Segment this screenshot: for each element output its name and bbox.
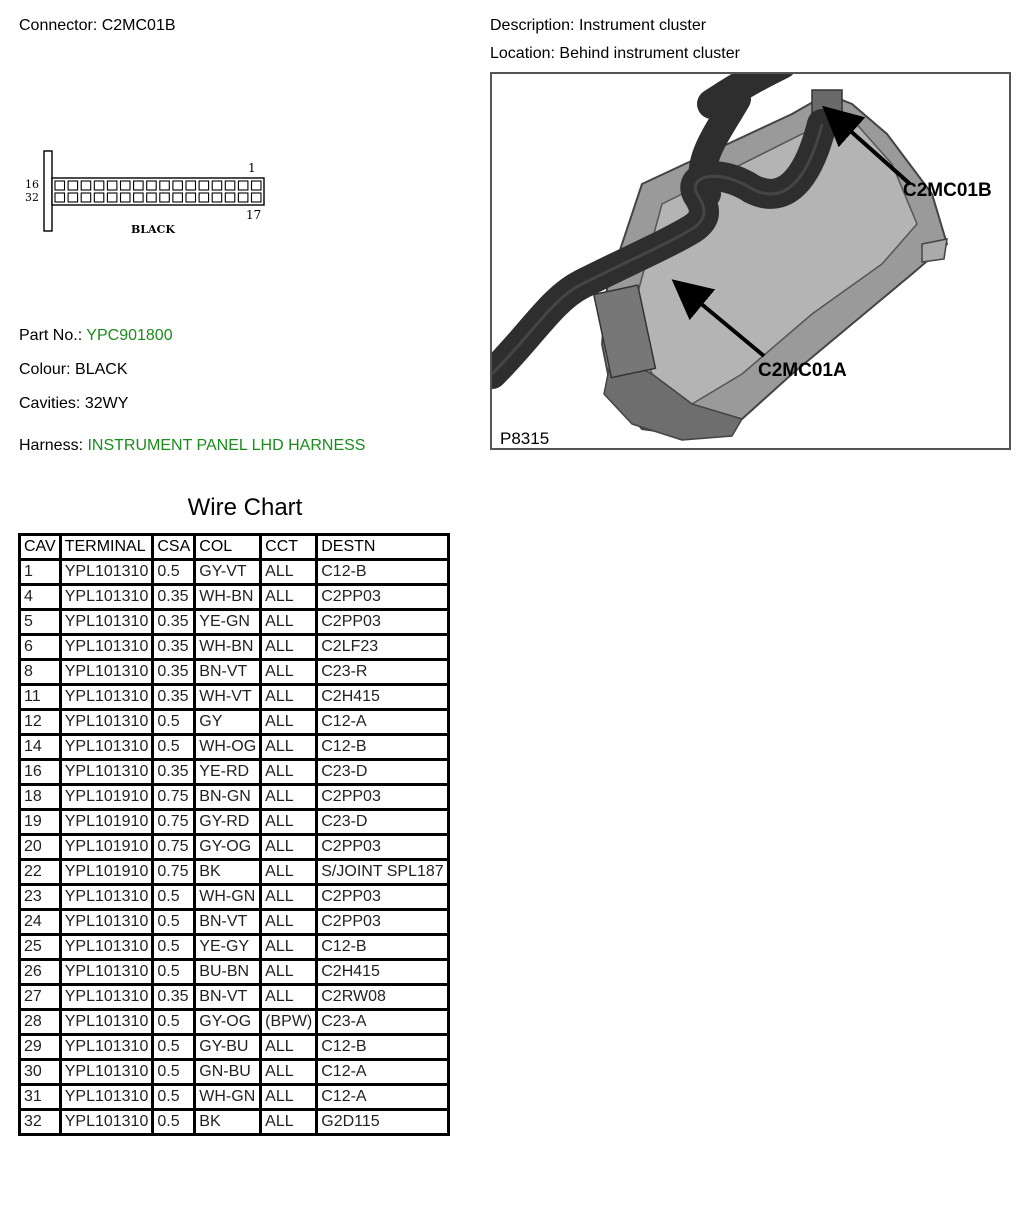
cell-terminal: YPL101310: [60, 635, 153, 660]
cell-destn: C12-B: [317, 935, 448, 960]
pin-cavity: [68, 181, 78, 190]
cell-cav: 30: [20, 1060, 61, 1085]
diagram-color-label: BLACK: [131, 223, 175, 236]
cell-destn: C23-D: [317, 760, 448, 785]
table-row: [20, 610, 449, 635]
pin-cavity: [134, 193, 144, 202]
cell-destn: C2LF23: [317, 635, 448, 660]
cell-cct: ALL: [261, 1110, 317, 1135]
pin-cavity: [134, 181, 144, 190]
connector-face-diagram: [22, 148, 272, 248]
cell-cav: 24: [20, 910, 61, 935]
pin-cavity: [94, 193, 104, 202]
cell-destn: C23-A: [317, 1010, 448, 1035]
cell-terminal: YPL101910: [60, 785, 153, 810]
colour-line: [19, 361, 128, 379]
cell-terminal: YPL101310: [60, 685, 153, 710]
cell-csa: 0.5: [153, 735, 195, 760]
cell-terminal: YPL101310: [60, 760, 153, 785]
pin-cavity: [81, 181, 91, 190]
cell-cav: 14: [20, 735, 61, 760]
cell-cav: 22: [20, 860, 61, 885]
cell-destn: C12-A: [317, 710, 448, 735]
cavities-value: 32WY: [84, 395, 129, 412]
cell-col: YE-RD: [195, 760, 261, 785]
table-row: [20, 1060, 449, 1085]
pin-cavity: [173, 181, 183, 190]
table-row: [20, 660, 449, 685]
cell-cct: ALL: [261, 1085, 317, 1110]
pin-cavity: [238, 181, 248, 190]
connector-value: C2MC01B: [101, 17, 176, 34]
cell-cav: 11: [20, 685, 61, 710]
connector-label: Connector:: [19, 17, 98, 34]
cell-csa: 0.35: [153, 660, 195, 685]
harness-line: [19, 437, 365, 455]
cell-col: WH-OG: [195, 735, 261, 760]
cell-csa: 0.5: [153, 710, 195, 735]
cell-cct: ALL: [261, 735, 317, 760]
cell-terminal: YPL101310: [60, 710, 153, 735]
cell-terminal: YPL101310: [60, 935, 153, 960]
cell-cct: ALL: [261, 685, 317, 710]
cell-csa: 0.5: [153, 935, 195, 960]
cell-cct: ALL: [261, 1035, 317, 1060]
connector-diagram-svg: [22, 148, 272, 243]
cell-cav: 1: [20, 560, 61, 585]
cell-col: GY-OG: [195, 1010, 261, 1035]
pin-cavity: [186, 181, 196, 190]
part-no-label: Part No.:: [19, 327, 83, 344]
cell-col: YE-GN: [195, 610, 261, 635]
cell-col: GY-VT: [195, 560, 261, 585]
cell-cct: ALL: [261, 760, 317, 785]
cell-destn: C2PP03: [317, 835, 448, 860]
cell-terminal: YPL101910: [60, 860, 153, 885]
part-no-line: [19, 327, 173, 345]
cell-terminal: YPL101310: [60, 910, 153, 935]
cell-cav: 12: [20, 710, 61, 735]
colour-label: Colour:: [19, 361, 71, 378]
cell-cav: 6: [20, 635, 61, 660]
cell-col: WH-VT: [195, 685, 261, 710]
cell-cav: 32: [20, 1110, 61, 1135]
table-row: [20, 985, 449, 1010]
cell-terminal: YPL101310: [60, 1060, 153, 1085]
cell-cav: 23: [20, 885, 61, 910]
cell-terminal: YPL101310: [60, 1110, 153, 1135]
column-header-cct: CCT: [261, 535, 317, 560]
column-header-csa: CSA: [153, 535, 195, 560]
cell-cct: ALL: [261, 835, 317, 860]
photo-caption: P8315: [500, 429, 550, 448]
cell-cct: ALL: [261, 910, 317, 935]
cell-col: BU-BN: [195, 960, 261, 985]
cell-csa: 0.35: [153, 685, 195, 710]
wire-chart-table: [18, 533, 450, 1136]
table-row: [20, 960, 449, 985]
cell-terminal: YPL101310: [60, 1085, 153, 1110]
cell-col: WH-BN: [195, 585, 261, 610]
cell-col: GY-OG: [195, 835, 261, 860]
cell-col: BK: [195, 860, 261, 885]
cell-cct: ALL: [261, 560, 317, 585]
cell-terminal: YPL101310: [60, 735, 153, 760]
wire-chart-header-row: [20, 535, 449, 560]
cell-terminal: YPL101310: [60, 660, 153, 685]
part-no-value: YPC901800: [86, 327, 173, 344]
cell-cav: 5: [20, 610, 61, 635]
colour-value: BLACK: [75, 361, 128, 378]
pin-cavity: [252, 181, 262, 190]
cell-csa: 0.35: [153, 760, 195, 785]
cell-csa: 0.5: [153, 1110, 195, 1135]
cell-destn: C23-R: [317, 660, 448, 685]
pin-cavity: [199, 193, 209, 202]
cell-terminal: YPL101910: [60, 810, 153, 835]
cell-col: WH-BN: [195, 635, 261, 660]
pin-cavity: [173, 193, 183, 202]
cell-cct: ALL: [261, 610, 317, 635]
column-header-col: COL: [195, 535, 261, 560]
cell-col: GN-BU: [195, 1060, 261, 1085]
cell-cct: ALL: [261, 810, 317, 835]
cell-cct: ALL: [261, 785, 317, 810]
pin-label-16: 16: [25, 178, 39, 191]
pin-cavity: [199, 181, 209, 190]
cell-cct: ALL: [261, 710, 317, 735]
cell-destn: G2D115: [317, 1110, 448, 1135]
cell-destn: C2RW08: [317, 985, 448, 1010]
cell-cct: ALL: [261, 985, 317, 1010]
cell-csa: 0.5: [153, 1035, 195, 1060]
pin-cavity: [68, 193, 78, 202]
cell-cav: 4: [20, 585, 61, 610]
table-row: [20, 885, 449, 910]
table-row: [20, 710, 449, 735]
pin-cavity: [121, 193, 131, 202]
column-header-cav: CAV: [20, 535, 61, 560]
cell-destn: C2H415: [317, 685, 448, 710]
table-row: [20, 785, 449, 810]
cell-csa: 0.35: [153, 585, 195, 610]
cell-terminal: YPL101310: [60, 885, 153, 910]
cell-destn: C23-D: [317, 810, 448, 835]
cell-cav: 8: [20, 660, 61, 685]
cell-col: WH-GN: [195, 1085, 261, 1110]
pin-cavity: [252, 193, 262, 202]
pin-cavity: [225, 181, 235, 190]
cell-cav: 18: [20, 785, 61, 810]
cell-cct: ALL: [261, 935, 317, 960]
cell-terminal: YPL101310: [60, 610, 153, 635]
table-row: [20, 685, 449, 710]
pin-cavity: [160, 193, 170, 202]
column-header-destn: DESTN: [317, 535, 448, 560]
table-row: [20, 760, 449, 785]
wire-chart-title: Wire Chart: [187, 494, 303, 521]
cell-destn: C2PP03: [317, 610, 448, 635]
description-line: [490, 17, 706, 35]
pin-cavity: [186, 193, 196, 202]
cell-destn: C2PP03: [317, 785, 448, 810]
pin-cavity: [212, 193, 222, 202]
cell-cav: 20: [20, 835, 61, 860]
cell-csa: 0.5: [153, 1085, 195, 1110]
location-value: Behind instrument cluster: [559, 45, 740, 62]
cell-csa: 0.75: [153, 860, 195, 885]
table-row: [20, 585, 449, 610]
cell-terminal: YPL101310: [60, 560, 153, 585]
cell-col: GY-RD: [195, 810, 261, 835]
cell-terminal: YPL101310: [60, 985, 153, 1010]
cell-destn: C12-B: [317, 735, 448, 760]
cell-destn: C12-A: [317, 1085, 448, 1110]
pin-cavity: [121, 181, 131, 190]
cell-csa: 0.35: [153, 610, 195, 635]
cell-cav: 27: [20, 985, 61, 1010]
cavities-label: Cavities:: [19, 395, 81, 412]
table-row: [20, 735, 449, 760]
column-header-terminal: TERMINAL: [60, 535, 153, 560]
cell-csa: 0.75: [153, 835, 195, 860]
cell-cav: 16: [20, 760, 61, 785]
cell-destn: C2PP03: [317, 885, 448, 910]
table-row: [20, 935, 449, 960]
connector-flange: [44, 151, 52, 231]
cell-cct: ALL: [261, 585, 317, 610]
cavities-line: [19, 395, 128, 413]
table-row: [20, 860, 449, 885]
cell-csa: 0.5: [153, 960, 195, 985]
table-row: [20, 635, 449, 660]
cell-col: GY: [195, 710, 261, 735]
cell-csa: 0.5: [153, 910, 195, 935]
cell-cct: ALL: [261, 660, 317, 685]
table-row: [20, 1010, 449, 1035]
harness-value: INSTRUMENT PANEL LHD HARNESS: [87, 437, 366, 454]
cell-csa: 0.75: [153, 785, 195, 810]
cell-destn: C12-A: [317, 1060, 448, 1085]
cell-col: BK: [195, 1110, 261, 1135]
label-c2mc01a: C2MC01A: [758, 360, 847, 381]
pin-cavity: [81, 193, 91, 202]
pin-cavity: [147, 193, 157, 202]
cell-cct: ALL: [261, 635, 317, 660]
table-row: [20, 1035, 449, 1060]
label-c2mc01b: C2MC01B: [903, 180, 992, 201]
pin-cavity: [160, 181, 170, 190]
cell-terminal: YPL101310: [60, 1035, 153, 1060]
cell-col: GY-BU: [195, 1035, 261, 1060]
pin-cavity: [212, 181, 222, 190]
table-row: [20, 560, 449, 585]
description-label: Description:: [490, 17, 575, 34]
cell-destn: C2H415: [317, 960, 448, 985]
table-row: [20, 1085, 449, 1110]
pin-label-1: 1: [248, 161, 256, 175]
cell-col: WH-GN: [195, 885, 261, 910]
cell-col: BN-VT: [195, 660, 261, 685]
cell-cav: 29: [20, 1035, 61, 1060]
cell-destn: C2PP03: [317, 585, 448, 610]
pin-cavity: [147, 181, 157, 190]
table-row: [20, 835, 449, 860]
cell-col: BN-VT: [195, 985, 261, 1010]
cell-destn: S/JOINT SPL187: [317, 860, 448, 885]
cell-csa: 0.75: [153, 810, 195, 835]
cell-cct: ALL: [261, 960, 317, 985]
cell-destn: C12-B: [317, 560, 448, 585]
harness-label: Harness:: [19, 437, 84, 454]
pin-label-17: 17: [246, 208, 262, 222]
cell-destn: C12-B: [317, 1035, 448, 1060]
pin-cavity: [55, 193, 65, 202]
pin-label-32: 32: [25, 191, 39, 204]
cell-csa: 0.5: [153, 1010, 195, 1035]
cell-csa: 0.5: [153, 885, 195, 910]
cell-cav: 19: [20, 810, 61, 835]
connector-line: [19, 17, 176, 35]
cell-cav: 25: [20, 935, 61, 960]
pin-cavity: [107, 193, 117, 202]
pin-cavity: [225, 193, 235, 202]
cell-cct: (BPW): [261, 1010, 317, 1035]
table-row: [20, 910, 449, 935]
cell-cav: 26: [20, 960, 61, 985]
cell-csa: 0.5: [153, 560, 195, 585]
pin-cavity: [107, 181, 117, 190]
cell-cav: 31: [20, 1085, 61, 1110]
location-photo: [490, 72, 1011, 450]
cell-cct: ALL: [261, 885, 317, 910]
cell-terminal: YPL101310: [60, 1010, 153, 1035]
location-illustration: [492, 74, 1009, 448]
pin-cavity: [94, 181, 104, 190]
cell-terminal: YPL101310: [60, 585, 153, 610]
cell-col: YE-GY: [195, 935, 261, 960]
wire-chart-body: [20, 560, 449, 1135]
table-row: [20, 810, 449, 835]
cell-terminal: YPL101910: [60, 835, 153, 860]
cell-destn: C2PP03: [317, 910, 448, 935]
table-row: [20, 1110, 449, 1135]
cell-csa: 0.35: [153, 985, 195, 1010]
cell-cct: ALL: [261, 1060, 317, 1085]
cell-terminal: YPL101310: [60, 960, 153, 985]
description-value: Instrument cluster: [578, 17, 707, 34]
pin-cavity: [55, 181, 65, 190]
cell-cav: 28: [20, 1010, 61, 1035]
location-label: Location:: [490, 45, 555, 62]
pin-cavity: [238, 193, 248, 202]
cell-csa: 0.35: [153, 635, 195, 660]
cell-cct: ALL: [261, 860, 317, 885]
location-line: [490, 45, 740, 63]
cell-col: BN-VT: [195, 910, 261, 935]
cell-col: BN-GN: [195, 785, 261, 810]
cell-csa: 0.5: [153, 1060, 195, 1085]
